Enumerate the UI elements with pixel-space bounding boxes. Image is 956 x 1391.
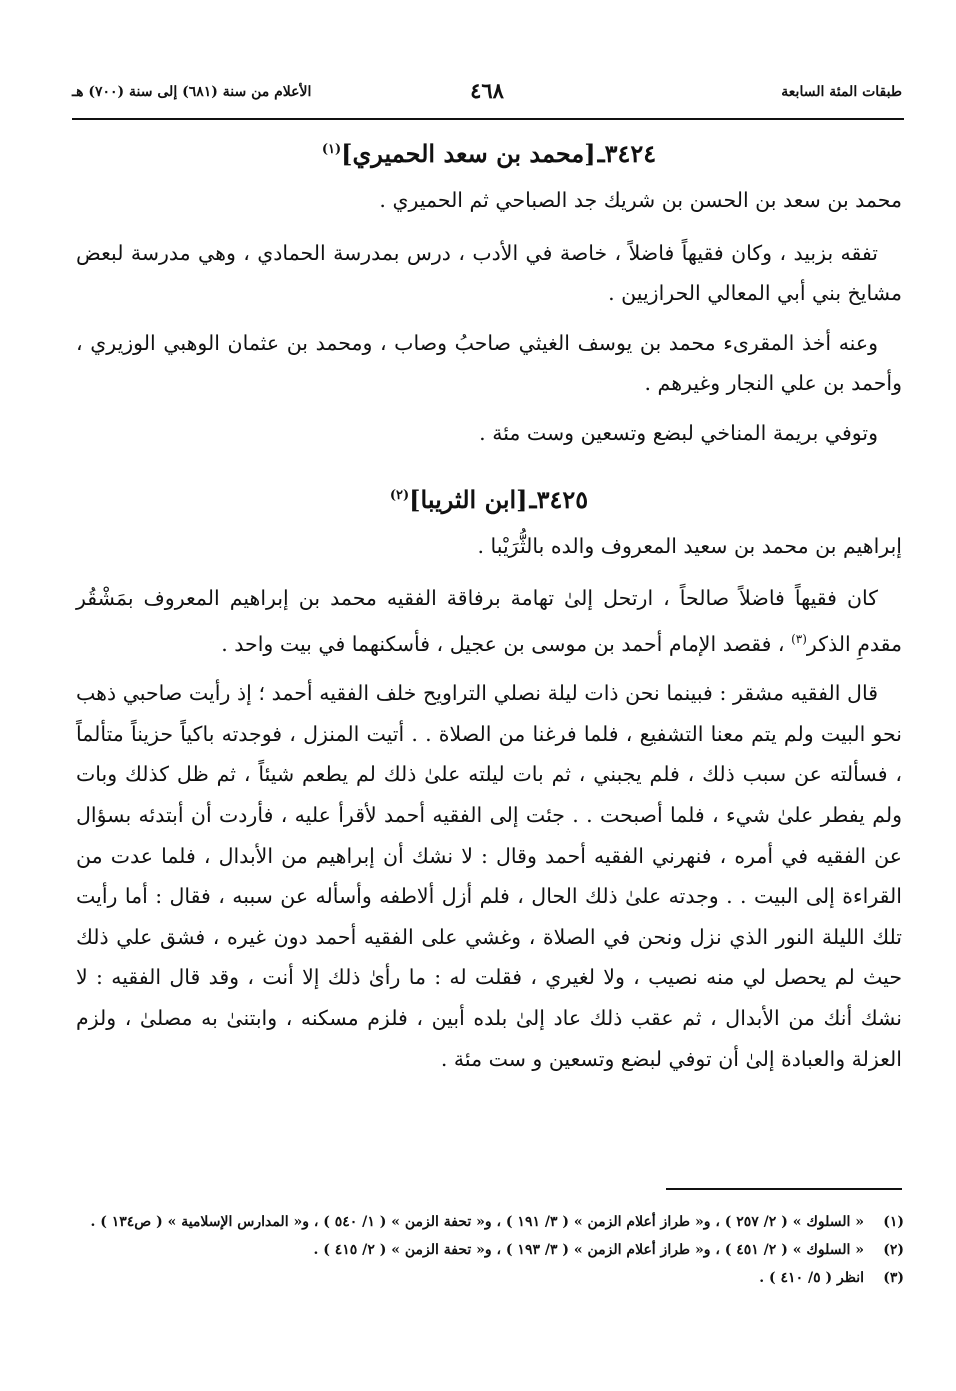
header-divider [72,118,904,120]
running-header [72,78,902,114]
entry-paragraph: محمد بن سعد بن الحسن بن شريك جد الصباحي ثم الحميري . [379,188,902,212]
footnote-number: (٢) [883,1242,904,1258]
footnote-divider [666,1188,902,1190]
footnotes [72,1208,904,1292]
footnote-ref: (٢) [389,487,410,503]
entry-paragraph: وعنه أخذ المقرىء محمد بن يوسف الغيثي صاحبُ وصاب ، ومحمد بن عثمان الوهبي الوزيري ، وأحمد بن علي النجار وغيرهم . [76,330,902,396]
entry-heading-3425 [76,476,902,520]
entry-paragraph: قال الفقيه مشقر : فبينما نحن ذات ليلة نصلي التراويح خلف الفقيه أحمد ؛ إذ رأيت صاحبي ذهب نحو البيت ولم يتم معنا التشفيع ، فلما فرغنا من الصلاة . . أتيت المنزل ، فوجدته باكياً حزيناً متألماً ، فسألته عن سبب ذلك ، فلم يجبني ، ثم بات ليلته علىٰ ذلك لم يطعم شيئاً ، ثم ظل كذلك وبات ولم يفطر علىٰ شيء ، فلما أصبحت . . جئت إلى الفقيه أحمد لأقرأ عليه ، فأردت أن أبتدئه بسؤال عن الفقيه في أمره ، فنهرني الفقيه أحمد وقال : لا نشك أن إبراهيم من الأبدال ، فلما عدت من القراءة إلى البيت . . وجدته علىٰ ذلك الحال ، فلم أزل ألاطفه وأسأله عن سببه ، فقال : أما رأيت تلك الليلة النور الذي نزل ونحن في الصلاة ، وغشي على الفقيه أحمد دون غيره ، فشق علي ذلك حيث لم يحصل لي منه نصيب ، ولا لغيري ، فقلت له : ما رأىٰ ذلك إلا أنت ، وقد قال الفقيه : لا نشك أنك من الأبدال ، ثم عقب ذلك عاد إلىٰ بلده أبين ، فلزم مسكنه ، وابتنىٰ به مصلىٰ ، ولزم العزلة والعبادة إلىٰ أن توفي لبضع وتسعين و ست مئة . [76,681,902,1071]
main-text [76,126,902,1088]
footnote-text: انظر ( ٥/ ٤١٠ ) . [759,1270,864,1286]
footnote [72,1208,904,1236]
entry-paragraph: تفقه بزبيد ، وكان فقيهاً فاضلاً ، خاصة في الأدب ، درس بمدرسة الحمادي ، وهي مدرسة لبعض مشايخ بني أبي المعالي الحرازيين . [76,240,902,306]
running-header-range: الأعلام من سنة (٦٨١) إلى سنة (٧٠٠) هـ [72,84,312,100]
entry-heading-3424 [76,130,902,174]
footnote-text: « السلوك » ( ٢/ ٢٥٧ ) ، و« طراز أعلام الزمن » ( ٣/ ١٩١ ) ، و« تحفة الزمن » ( ١/ ٥٤٠ ) ، و« المدارس الإسلامية » ( ص١٣٤ ) . [90,1214,864,1230]
running-header-section-title: طبقات المئة السابعة [781,84,902,100]
entry-number: ٣٤٢٥ـ [529,484,589,514]
entry-title: [محمد بن سعد الحميري] [341,139,596,168]
page-number: ٤٦٨ [470,78,504,103]
entry-number: ٣٤٢٤ـ [597,139,657,168]
paragraph-text: ، فقصد الإمام أحمد بن موسى بن عجيل ، فأسكنهما في بيت واحد . [221,631,792,656]
footnote-ref: (١) [321,142,342,157]
entry-title: [ابن الثريبا] [409,484,528,514]
footnote [72,1236,904,1264]
footnote-number: (١) [883,1214,904,1230]
entry-paragraph: إبراهيم بن محمد بن سعيد المعروف والده بالثُّرَيْبا . [477,533,902,558]
entry-paragraph [76,578,902,664]
footnote-ref: (٣) [791,631,807,646]
footnote-text: « السلوك » ( ٢/ ٤٥١ ) ، و« طراز أعلام الزمن » ( ٣/ ١٩٣ ) ، و« تحفة الزمن » ( ٢/ ٤١٥ ) . [313,1242,864,1258]
footnote [72,1264,904,1292]
footnote-number: (٣) [883,1270,904,1286]
entry-paragraph: وتوفي بريمة المناخي لبضع وتسعين وست مئة . [479,420,878,445]
paragraph-text: كان فقيهاً فاضلاً صالحاً ، ارتحل إلىٰ تهامة برفاقة الفقيه محمد بن إبراهيم المعروف بمَشْقُر مقدمِ الذكر [76,586,902,656]
